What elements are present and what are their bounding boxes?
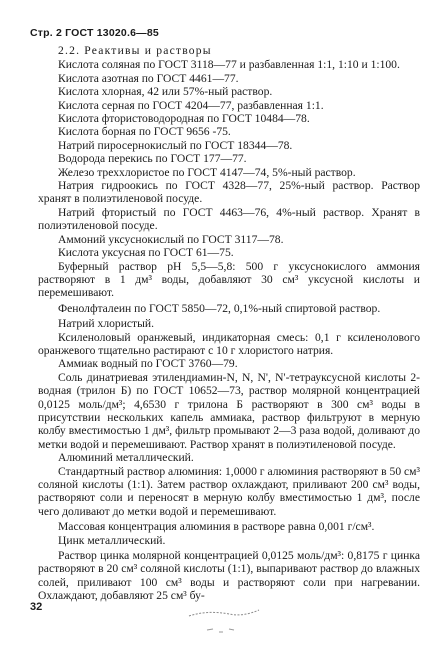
paragraph: Натрий хлористый. bbox=[58, 317, 155, 331]
document-body bbox=[38, 44, 420, 603]
paragraph: Стандартный раствор алюминия: 1,0000 г алюминия растворяют в 50 см³ соляной кислоты (1:1). Затем раствор охлаждают, приливают 200 см³ воды, растворяют соли и переносят в мерную колбу вместимостью 1 дм³, после чего доливают до метки водой и перемешивают. bbox=[38, 464, 420, 518]
paragraph: Кислота серная по ГОСТ 4204—77, разбавленная 1:1. bbox=[58, 98, 324, 112]
paragraph: Кислота борная по ГОСТ 9656 -75. bbox=[58, 125, 231, 139]
page-header: Стр. 2 ГОСТ 13020.6—85 bbox=[30, 27, 159, 39]
paragraph: Кислота фтористоводородная по ГОСТ 10484—78. bbox=[58, 112, 310, 126]
paragraph: Массовая концентрация алюминия в растворе равна 0,001 г/см³. bbox=[58, 520, 375, 534]
paragraph: Фенолфталеин по ГОСТ 5850—72, 0,1%-ный спиртовой раствор. bbox=[58, 301, 381, 315]
section-heading: 2.2. Реактивы и растворы bbox=[58, 44, 212, 57]
paragraph: Алюминий металлический. bbox=[58, 451, 194, 465]
paragraph: Натрий фтористый по ГОСТ 4463—76, 4%-ный раствор. Хранят в полиэтиленовой посуде. bbox=[38, 205, 420, 233]
paragraph: Кислота соляная по ГОСТ 3118—77 и разбавленная 1:1, 1:10 и 1:100. bbox=[58, 58, 400, 72]
paragraph: Раствор цинка молярной концентрацией 0,0125 моль/дм³: 0,8175 г цинка растворяют в 20 см³ соляной кислоты (1:1), выпаривают раствор до влажных солей, приливают 100 см³ воды и растворяют соли при нагревании. Охлаждают, добавляют 25 см³ бу- bbox=[38, 549, 420, 603]
paragraph: Кислота азотная по ГОСТ 4461—77. bbox=[58, 71, 239, 85]
paragraph: Соль динатриевая этилендиамин-N, N, N', N'-тетрауксусной кислоты 2-водная (трилон Б) по ГОСТ 10652—73, раствор молярной концентрацией 0,0125 моль/дм³; 4,6530 г трилона Б растворяют в 300 см³ воды в присутствии нескольких капель аммиака, раствор фильтруют в мерную колбу вместимостью 1 дм³, фильтр промывают 2—3 раза водой, доливают до метки водой и перемешивают. Раствор хранят в полиэтиленовой посуде. bbox=[38, 370, 420, 451]
paragraph: Кислота уксусная по ГОСТ 61—75. bbox=[58, 246, 234, 260]
paragraph: Натрия гидроокись по ГОСТ 4328—77, 25%-ный раствор. Раствор хранят в полиэтиленовой посуде. bbox=[38, 179, 420, 206]
paragraph: Цинк металлический. bbox=[58, 533, 166, 547]
page-number: 32 bbox=[30, 601, 43, 613]
paragraph: Железо треххлористое по ГОСТ 4147—74, 5%-ный раствор. bbox=[58, 165, 356, 179]
paragraph: Аммоний уксуснокислый по ГОСТ 3117—78. bbox=[58, 232, 284, 246]
paragraph: Аммиак водный по ГОСТ 3760—79. bbox=[58, 357, 238, 371]
paragraph: Натрий пиросернокислый по ГОСТ 18344—78. bbox=[58, 138, 293, 152]
paragraph: Буферный раствор pH 5,5—5,8: 500 г уксуснокислого аммония растворяют в 1 дм³ воды, добавляют 30 см³ уксусной кислоты и перемешивают. bbox=[38, 259, 420, 300]
paragraph: Кислота хлорная, 42 или 57%-ный раствор. bbox=[58, 85, 273, 99]
paragraph: Водорода перекись по ГОСТ 177—77. bbox=[58, 152, 247, 166]
scan-smudge bbox=[185, 606, 265, 636]
paragraph: Ксиленоловый оранжевый, индикаторная смесь: 0,1 г ксиленолового оранжевого тщательно растирают с 10 г хлористого натрия. bbox=[38, 330, 420, 357]
